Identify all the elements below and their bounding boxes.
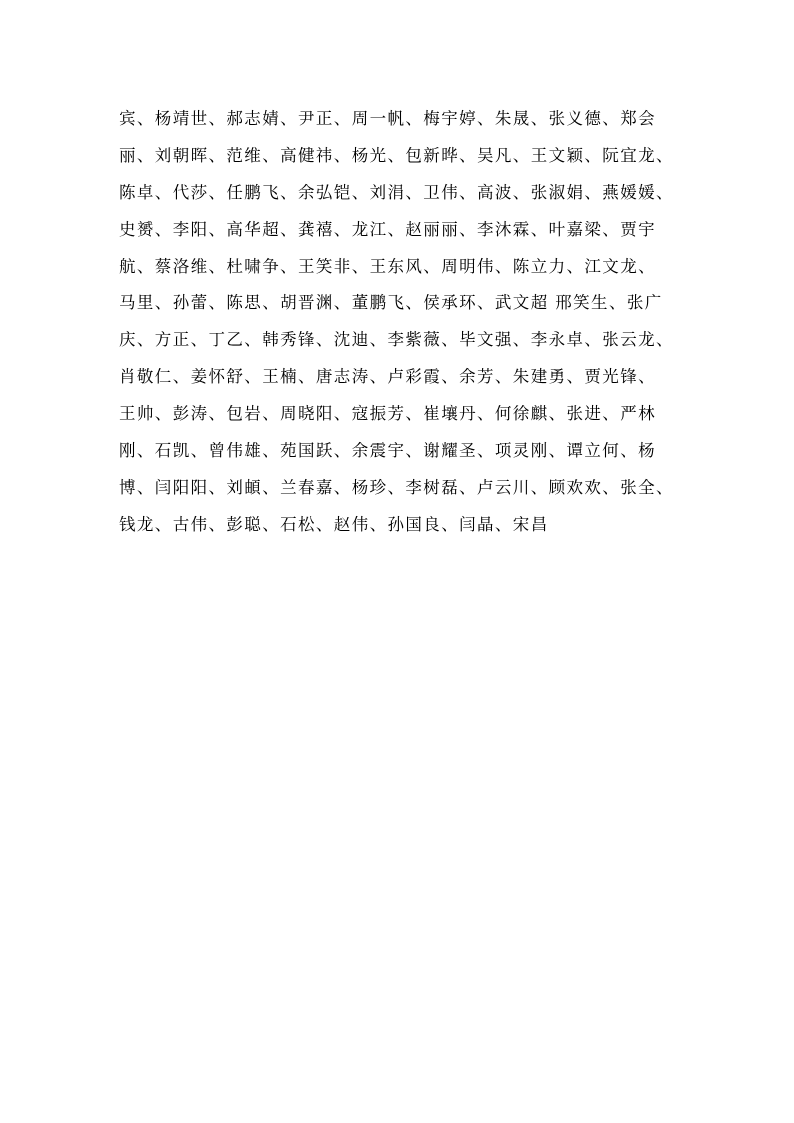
name-list-paragraph	[119, 101, 679, 544]
text-line: 马里、孙蕾、陈思、胡晋渊、董鹏飞、侯承环、武文超 邢笑生、张广	[119, 293, 663, 313]
text-line: 王帅、彭涛、包岩、周晓阳、寇振芳、崔壤丹、何徐麒、张进、严林	[119, 404, 656, 424]
text-line: 史赟、李阳、高华超、龚禧、龙江、赵丽丽、李沐霖、叶嘉梁、贾宇	[119, 219, 656, 239]
text-line: 陈卓、代莎、任鹏飞、余弘铠、刘涓、卫伟、高波、张淑娟、燕媛媛、	[119, 182, 674, 202]
text-line: 航、蔡洛维、杜啸争、王笑非、王东风、周明伟、陈立力、江文龙、	[119, 256, 656, 276]
text-line: 宾、杨靖世、郝志婧、尹正、周一帆、梅宇婷、朱晟、张义德、郑会	[119, 109, 656, 128]
text-line: 刚、石凯、曾伟雄、苑国跃、余震宇、谢耀圣、项灵刚、谭立何、杨	[119, 441, 656, 461]
text-line: 庆、方正、丁乙、韩秀锋、沈迪、李紫薇、毕文强、李永卓、张云龙、	[119, 330, 674, 350]
text-line: 丽、刘朝晖、范维、高健祎、杨光、包新晔、吴凡、王文颖、阮宜龙、	[119, 145, 674, 165]
text-line: 肖敬仁、姜怀舒、王楠、唐志涛、卢彩霞、余芳、朱建勇、贾光锋、	[119, 367, 656, 387]
text-line: 博、闫阳阳、刘頔、兰春嘉、杨珍、李树磊、卢云川、顾欢欢、张全、	[119, 477, 674, 497]
text-line: 钱龙、古伟、彭聪、石松、赵伟、孙国良、闫晶、宋昌	[119, 514, 549, 534]
